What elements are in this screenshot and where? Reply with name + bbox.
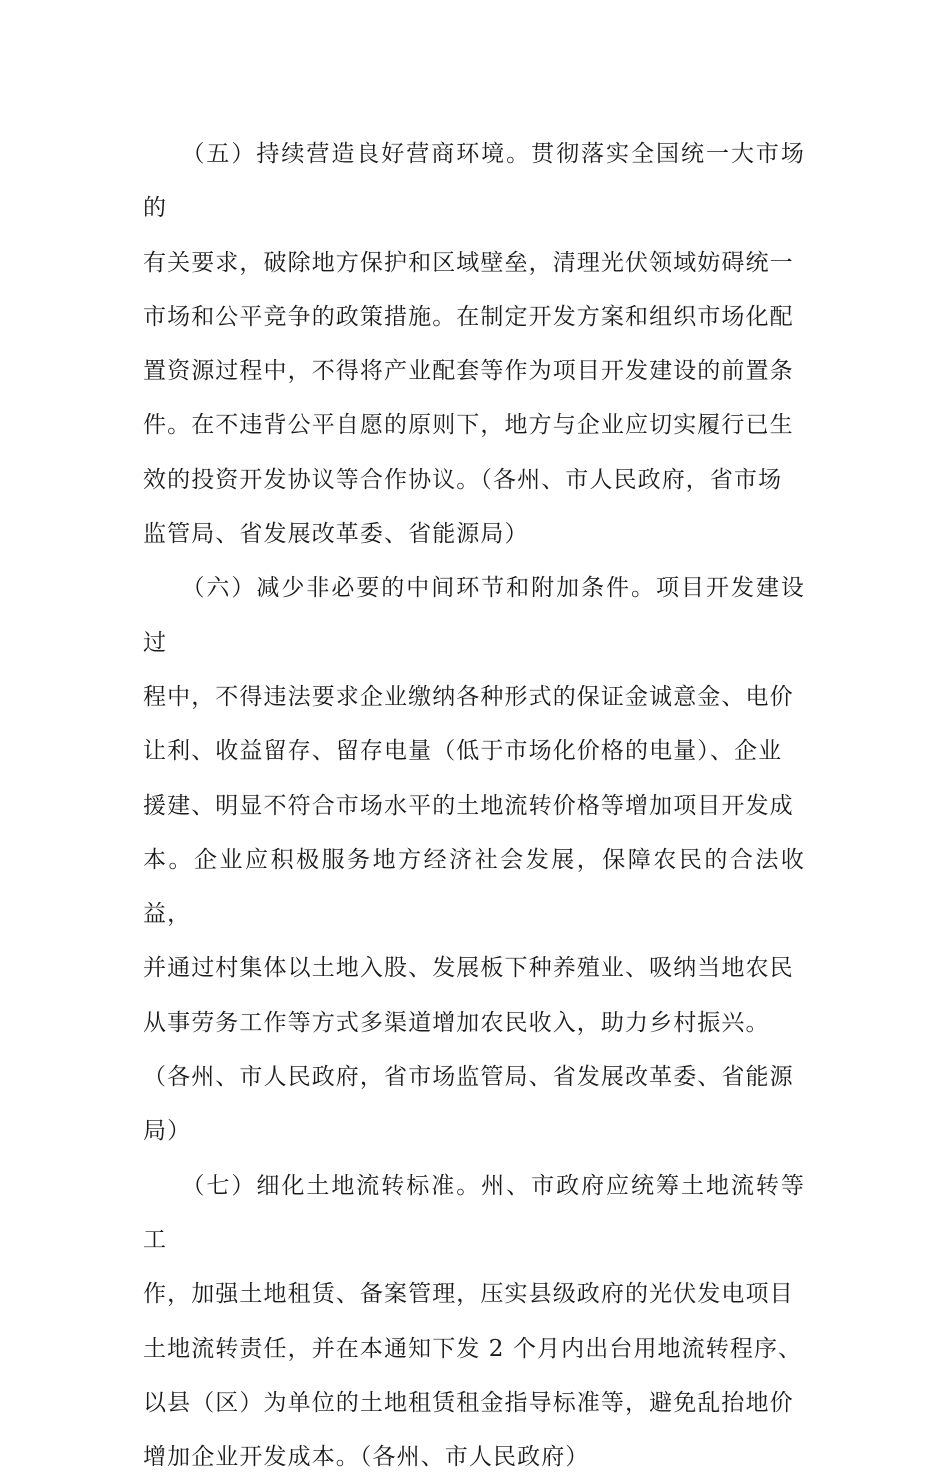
document-body (143, 127, 805, 1484)
paragraph-five: （五）持续营造良好营商环境。贯彻落实全国统一大市场的 有关要求，破除地方保护和区域壁垒，清理光伏领域妨碍统一 市场和公平竞争的政策措施。在制定开发方案和组织市场化配 置资源过程中，不得将产业配套等作为项目开发建设的前置条 件。在不违背公平自愿的原则下，地方与企业应切实履行已生 效的投资开发协议等合作协议。（各州、市人民政府，省市场 监管局、省发展改革委、省能源局） (143, 141, 805, 548)
paragraph-seven: （七）细化土地流转标准。州、市政府应统筹土地流转等工 作，加强土地租赁、备案管理，压实县级政府的光伏发电项目 土地流转责任，并在本通知下发 2 个月内出台用地流转程序、 以县（区）为单位的土地租赁租金指导标准等，避免乱抬地价 增加企业开发成本。（各州、市人民政府） (143, 1172, 805, 1471)
paragraph-six: （六）减少非必要的中间环节和附加条件。项目开发建设过 程中，不得违法要求企业缴纳各种形式的保证金诚意金、电价 让利、收益留存、留存电量（低于市场化价格的电量）、企业 援建、明显不符合市场水平的土地流转价格等增加项目开发成 本。企业应积极服务地方经济社会发展，保障农民的合法收益， 并通过村集体以土地入股、发展板下种养殖业、吸纳当地农民 从事劳务工作等方式多渠道增加农民收入，助力乡村振兴。 （各州、市人民政府，省市场监管局、省发展改革委、省能源 局） (143, 575, 805, 1145)
